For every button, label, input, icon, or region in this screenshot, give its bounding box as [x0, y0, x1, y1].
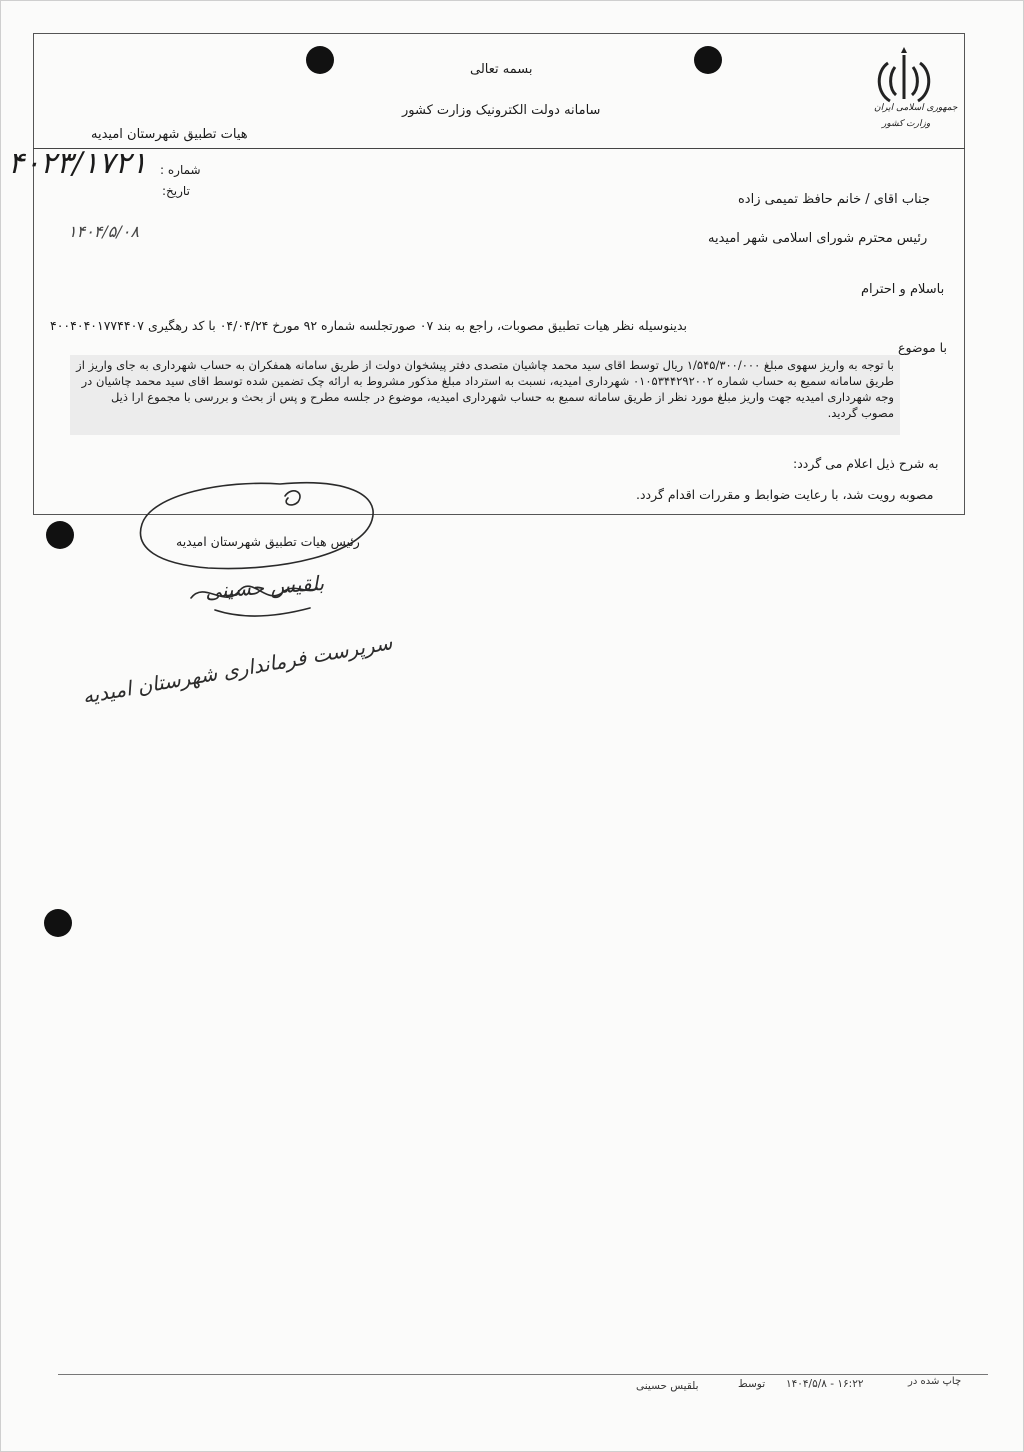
subject-label: با موضوع — [898, 340, 947, 355]
header-rule — [33, 148, 965, 149]
iran-emblem — [868, 45, 958, 135]
date-label: تاریخ: — [162, 184, 190, 198]
board-name: هیات تطبیق شهرستان امیدیه — [91, 127, 248, 142]
footer-rule — [58, 1374, 988, 1375]
reference-line: بدینوسیله نظر هیات تطبیق مصوبات، راجع به بند ۰۷ صورتجلسه شماره ۹۲ مورخ ۰۴/۰۴/۲۴ با کد رهگیری ۴۰۰۴۰۴۰۱۷۷۴۴۰۷ — [50, 318, 688, 333]
footer-print-label: چاپ شده در — [908, 1376, 962, 1387]
signature-title: رئیس هیات تطبیق شهرستان امیدیه — [176, 534, 360, 549]
ministry-caption: وزارت کشور — [882, 119, 931, 129]
punch-hole-3 — [46, 521, 74, 549]
footer-print-time: ۱۶:۲۲ - ۱۴۰۴/۵/۸ — [786, 1378, 864, 1390]
handwritten-letter-date: ۱۴۰۴/۵/۰۸ — [68, 222, 139, 241]
signature-oval — [130, 472, 390, 582]
resolution-text: مصوبه رویت شد، با رعایت ضوابط و مقررات اقدام گردد. — [636, 487, 934, 502]
addressee-title: رئیس محترم شورای اسلامی شهر امیدیه — [708, 231, 928, 246]
bismillah: بسمه تعالی — [470, 62, 533, 77]
number-label: شماره : — [160, 163, 201, 177]
handwritten-letter-number: ۴۰۲۳/۱۷۲۱ — [8, 146, 148, 181]
punch-hole-4 — [44, 909, 72, 937]
subject-text: با توجه به واریز سهوی مبلغ ۱/۵۴۵/۳۰۰/۰۰۰ ریال توسط اقای سید محمد چاشیان متصدی دفتر پیشخوان دولت از طریق سامانه همفکران به حساب شهرداری به جای واریز از طریق سامانه سمیع به حساب شماره ۰۱۰۵۳۴۴۲۹۲۰۰۲ شهرداری امیدیه، نسبت به استرداد مبلغ مذکور مشروط به ارائه چک تضمین شده توسط اقای سید محمد چاشیان در وجه شهرداری امیدیه جهت واریز مبلغ مورد نظر از طریق سامانه سمیع به حساب شهرداری امیدیه، موضوع در جلسه مطرح و پس از بحث و بررسی با مجموع ارا ذیل مصوب گردید. — [70, 355, 900, 435]
system-name: سامانه دولت الکترونیک وزارت کشور — [402, 103, 601, 118]
emblem-caption: جمهوری اسلامی ایران — [874, 103, 958, 113]
footer-by-label: توسط — [738, 1378, 766, 1390]
handwritten-signer-name: بلقیس حسینی — [204, 570, 325, 604]
addressee-name: جناب اقای / خانم حافظ تمیمی زاده — [738, 192, 931, 207]
announce-line: به شرح ذیل اعلام می گردد: — [793, 456, 939, 471]
handwritten-signer-role: سرپرست فرمانداری شهرستان امیدیه — [80, 630, 394, 709]
footer-user: بلقیس حسینی — [636, 1380, 699, 1392]
greeting: باسلام و احترام — [861, 282, 945, 297]
